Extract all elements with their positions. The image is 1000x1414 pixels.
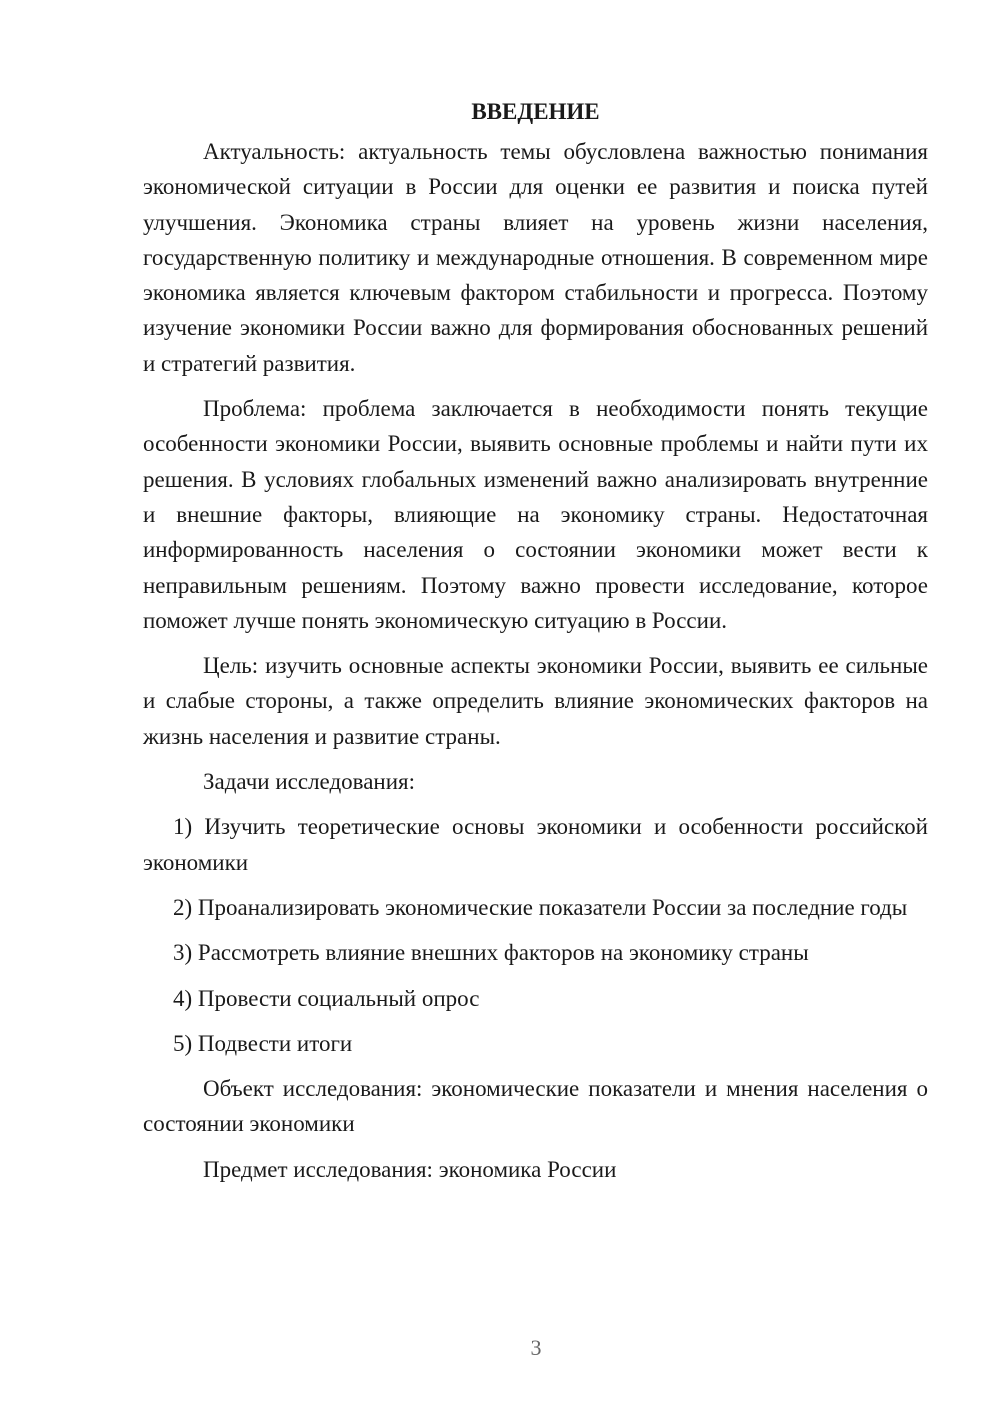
tasks-heading: Задачи исследования:: [203, 769, 416, 795]
goal-paragraph: Цель: изучить основные аспекты экономики России, выявить ее сильные и слабые стороны, а также определить влияние экономических факторов на жизнь населения и развитие страны.: [143, 653, 928, 749]
task-item: 1) Изучить теоретические основы экономики и особенности российской экономики: [143, 814, 928, 875]
task-item: 2) Проанализировать экономические показатели России за последние годы: [173, 894, 908, 920]
task-item: 5) Подвести итоги: [173, 1030, 353, 1056]
research-subject-paragraph: Предмет исследования: экономика России: [203, 1156, 617, 1182]
task-item: 3) Рассмотреть влияние внешних факторов на экономику страны: [173, 940, 809, 966]
section-title: ВВЕДЕНИЕ: [471, 99, 600, 124]
task-item: 4) Провести социальный опрос: [173, 985, 480, 1011]
page-number: 3: [530, 1335, 542, 1360]
problem-paragraph: Проблема: проблема заключается в необходимости понять текущие особенности экономики России, выявить основные проблемы и найти пути их решения. В условиях глобальных изменений важно анализировать внутренние и внешние факторы, влияющие на экономику страны. Недостаточная информированность населения о состоянии экономики может вести к неправильным решениям. Поэтому важно провести исследование, которое поможет лучше понять экономическую ситуацию в России.: [143, 396, 928, 633]
research-object-paragraph: Объект исследования: экономические показатели и мнения населения о состоянии экономики: [143, 1076, 928, 1137]
page-content: [143, 94, 928, 1197]
relevance-paragraph: Актуальность: актуальность темы обусловлена важностью понимания экономической ситуации в России для оценки ее развития и поиска путей улучшения. Экономика страны влияет на уровень жизни населения, государственную политику и международные отношения. В современном мире экономика является ключевым фактором стабильности и прогресса. Поэтому изучение экономики России важно для формирования обоснованных решений и стратегий развития.: [143, 139, 928, 376]
